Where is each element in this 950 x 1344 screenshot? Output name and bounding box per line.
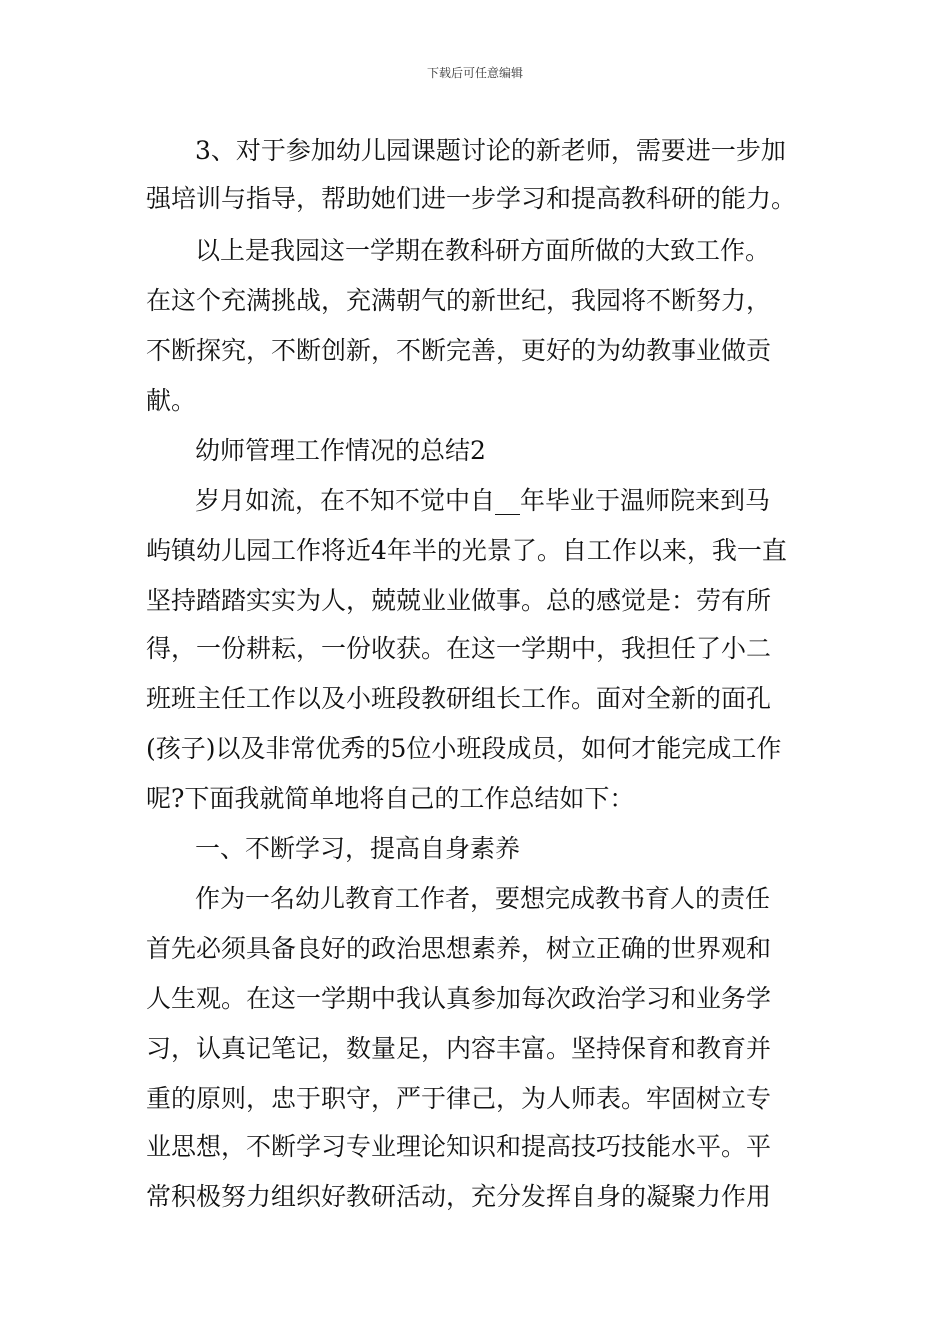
- text-line: 习，认真记笔记，数量足，内容丰富。坚持保育和教育并: [146, 1034, 772, 1063]
- text-line: 业思想，不断学习专业理论知识和提高技巧技能水平。平: [146, 1132, 772, 1161]
- text-line: 班班主任工作以及小班段教研组长工作。面对全新的面孔: [146, 684, 772, 713]
- text-line: 得，一份耕耘，一份收获。在这一学期中，我担任了小二: [146, 634, 772, 663]
- text-line: 以上是我园这一学期在教科研方面所做的大致工作。: [195, 236, 771, 265]
- text-line: 首先必须具备良好的政治思想素养，树立正确的世界观和: [146, 934, 772, 963]
- text-line: 常积极努力组织好教研活动，充分发挥自身的凝聚力作用: [146, 1182, 772, 1211]
- text-line: 强培训与指导，帮助她们进一步学习和提高教科研的能力。: [146, 184, 797, 213]
- text-line: 在这个充满挑战，充满朝气的新世纪，我园将不断努力，: [146, 286, 772, 315]
- text-line: 屿镇幼儿园工作将近4年半的光景了。自工作以来，我一直: [146, 536, 787, 565]
- text-line: 3、对于参加幼儿园课题讨论的新老师，需要进一步加: [195, 136, 786, 165]
- page-header: 下载后可任意编辑: [426, 66, 523, 80]
- section-title: 一、不断学习，提高自身素养: [195, 834, 521, 863]
- text-line: 作为一名幼儿教育工作者，要想完成教书育人的责任: [195, 884, 771, 913]
- text-line: 岁月如流，在不知不觉中自__年毕业于温师院来到马: [195, 486, 771, 515]
- section-title: 幼师管理工作情况的总结2: [195, 436, 486, 465]
- text-line: 不断探究，不断创新，不断完善，更好的为幼教事业做贡: [146, 336, 772, 365]
- text-line: 重的原则，忠于职守，严于律己，为人师表。牢固树立专: [146, 1084, 772, 1113]
- text-line: 献。: [146, 386, 197, 415]
- text-line: 坚持踏踏实实为人，兢兢业业做事。总的感觉是：劳有所: [146, 586, 772, 615]
- text-line: 人生观。在这一学期中我认真参加每次政治学习和业务学: [146, 984, 772, 1013]
- text-line: (孩子)以及非常优秀的5位小班段成员，如何才能完成工作: [146, 734, 782, 763]
- text-line: 呢?下面我就简单地将自己的工作总结如下：: [146, 784, 635, 813]
